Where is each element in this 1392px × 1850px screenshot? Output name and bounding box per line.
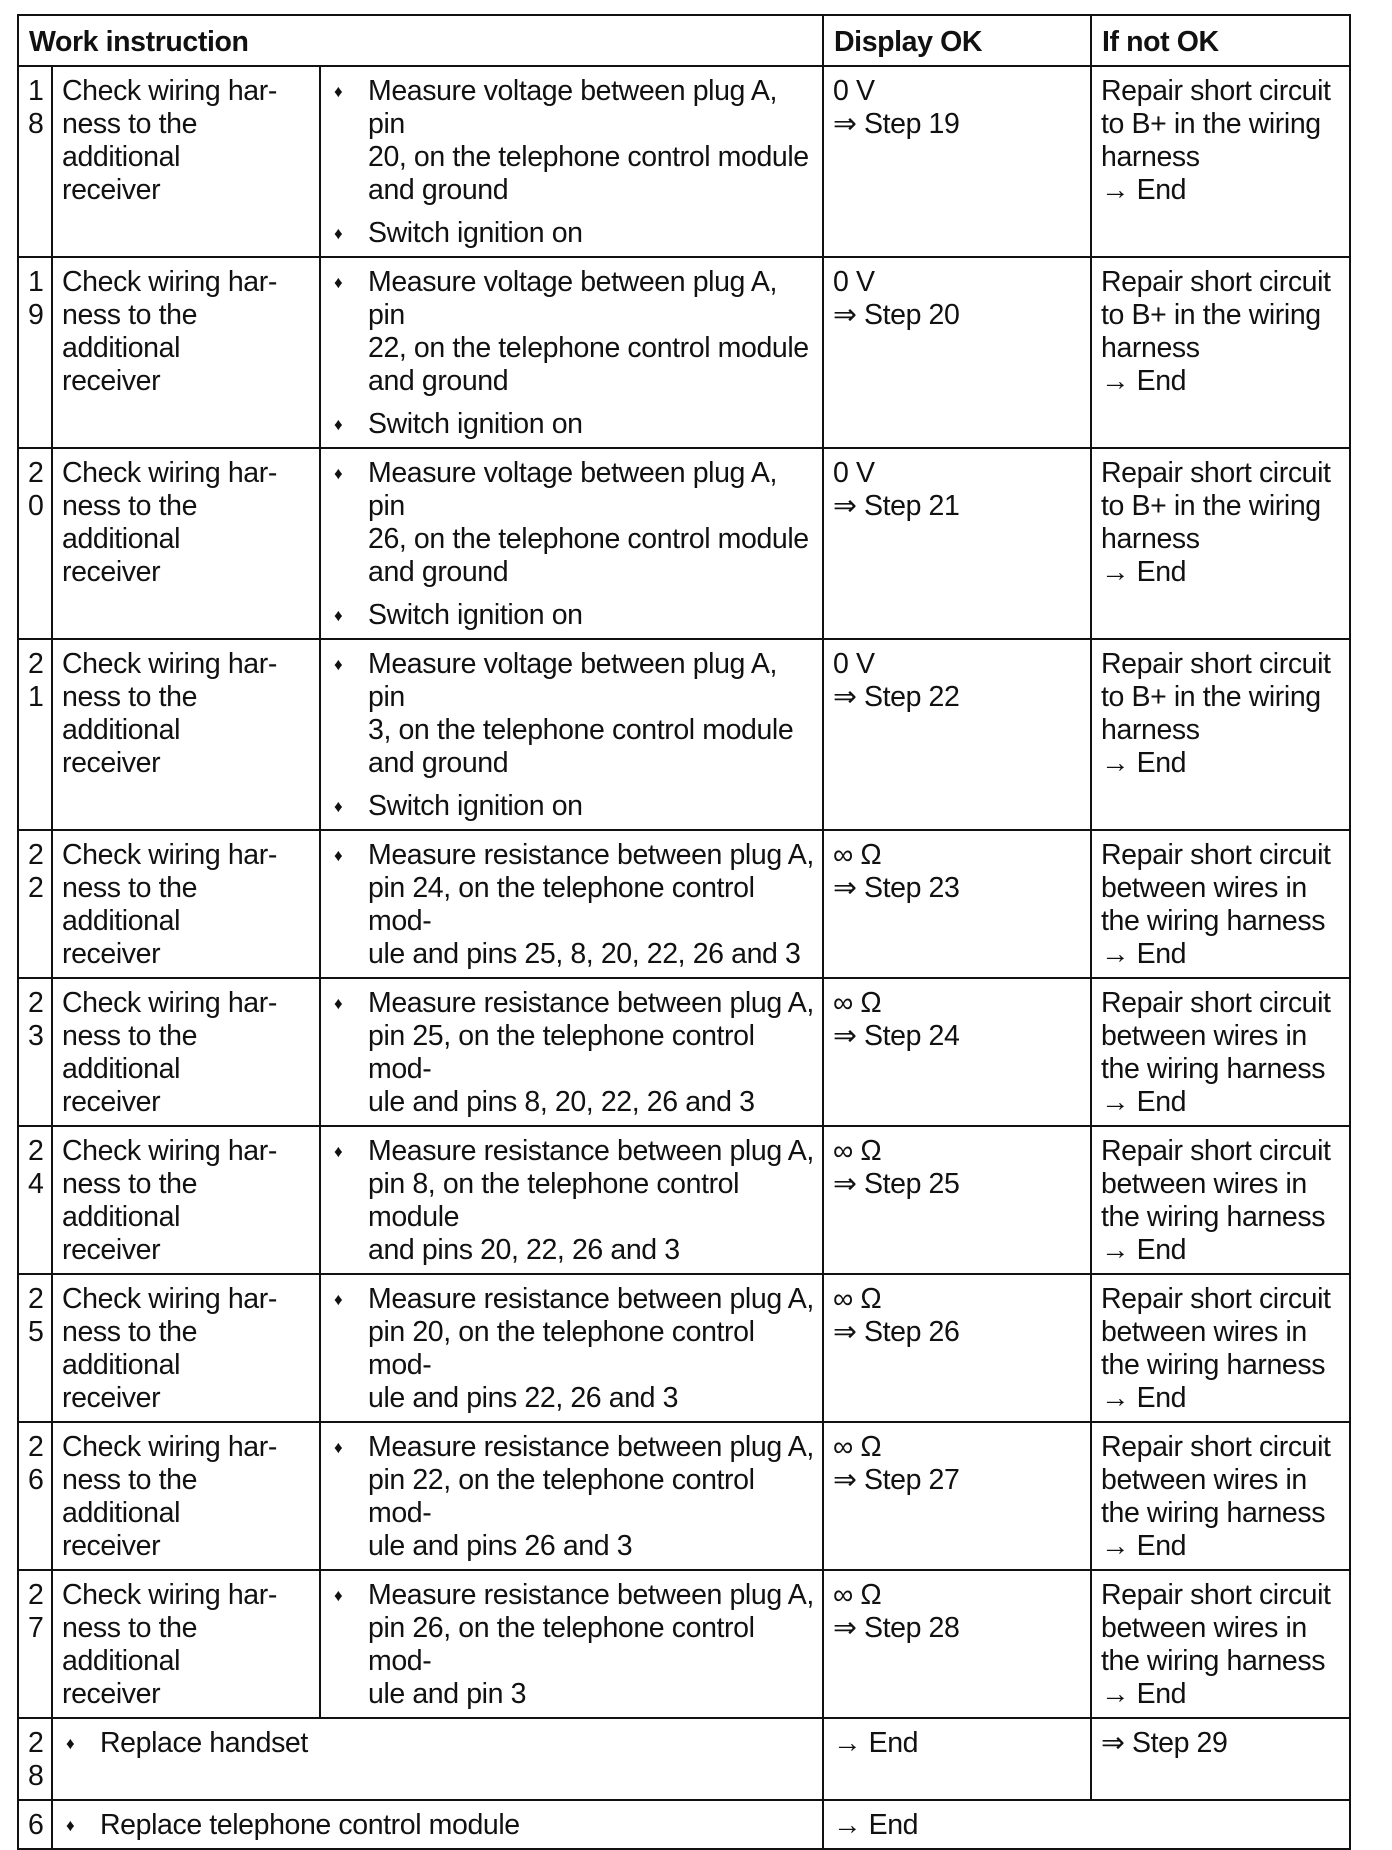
display-ok-line: ⇒ Step 26 xyxy=(833,1316,960,1348)
check-text-line: receiver xyxy=(62,365,161,397)
action-text-line: Switch ignition on xyxy=(368,599,583,631)
display-ok-line: ⇒ Step 23 xyxy=(833,872,960,904)
action-item xyxy=(330,1135,814,1267)
action-cell xyxy=(320,1126,823,1274)
action-text-line: pin 24, on the telephone control mod- xyxy=(368,872,755,937)
step-number-digit: 9 xyxy=(28,299,44,331)
action-text xyxy=(368,648,814,780)
check-text-line: ness to the additional xyxy=(62,681,198,746)
display-ok-cell xyxy=(823,1126,1091,1274)
if-not-ok-line: between wires in xyxy=(1101,872,1307,904)
if-not-ok-line: between wires in xyxy=(1101,1316,1307,1348)
action-cell xyxy=(320,257,823,448)
display-ok-line: 0 V xyxy=(833,75,875,107)
action-text-line: Measure resistance between plug A, xyxy=(368,1579,814,1611)
check-text-line: Check wiring har- xyxy=(62,1283,277,1315)
diamond-bullet-icon: ♦ xyxy=(334,464,343,483)
display-ok-line: ∞ Ω xyxy=(833,1283,882,1315)
if-not-ok-line: the wiring harness xyxy=(1101,1201,1326,1233)
if-not-ok-line: → End xyxy=(1101,747,1187,779)
action-text-line: 3, on the telephone control module xyxy=(368,714,794,746)
step-number xyxy=(18,257,52,448)
action-text xyxy=(368,217,814,250)
if-not-ok-cell xyxy=(1091,1274,1350,1422)
step-number xyxy=(18,66,52,257)
action-text: Replace telephone control module xyxy=(100,1809,520,1841)
if-not-ok-line: the wiring harness xyxy=(1101,905,1326,937)
action-cell xyxy=(320,1422,823,1570)
step-number-digit: 2 xyxy=(28,987,44,1019)
if-not-ok-cell xyxy=(1091,257,1350,448)
action-text-line: Measure resistance between plug A, xyxy=(368,1431,814,1463)
action-cell xyxy=(320,1570,823,1718)
check-cell xyxy=(52,257,320,448)
step-number-digit: 2 xyxy=(28,1135,44,1167)
check-cell xyxy=(52,1126,320,1274)
display-ok-line: ⇒ Step 25 xyxy=(833,1168,960,1200)
steps-body xyxy=(18,66,1350,1718)
action-cell xyxy=(52,1718,823,1800)
display-ok-cell: → End xyxy=(823,1800,1350,1849)
action-cell xyxy=(52,1800,823,1849)
action-text xyxy=(368,599,814,632)
table-row xyxy=(18,1570,1350,1718)
step-number-digit: 6 xyxy=(28,1464,44,1496)
if-not-ok-line: → End xyxy=(1101,1530,1187,1562)
diamond-bullet-icon: ♦ xyxy=(334,655,343,674)
if-not-ok-cell xyxy=(1091,448,1350,639)
if-not-ok-line: Repair short circuit xyxy=(1101,1579,1331,1611)
display-ok-line: ⇒ Step 28 xyxy=(833,1612,960,1644)
if-not-ok-line: between wires in xyxy=(1101,1612,1307,1644)
display-ok-line: ⇒ Step 20 xyxy=(833,299,960,331)
check-text-line: ness to the additional xyxy=(62,1612,198,1677)
table-row xyxy=(18,639,1350,830)
action-text xyxy=(368,408,814,441)
action-item xyxy=(330,75,814,207)
action-text-line: Measure voltage between plug A, pin xyxy=(368,457,778,522)
action-cell xyxy=(320,830,823,978)
action-text-line: Measure voltage between plug A, pin xyxy=(368,648,778,713)
if-not-ok-cell xyxy=(1091,1570,1350,1718)
action-text: Replace handset xyxy=(100,1727,308,1759)
if-not-ok-line: to B+ in the wiring xyxy=(1101,681,1321,713)
check-cell xyxy=(52,830,320,978)
action-text-line: pin 25, on the telephone control mod- xyxy=(368,1020,755,1085)
if-not-ok-line: the wiring harness xyxy=(1101,1497,1326,1529)
display-ok-line: ∞ Ω xyxy=(833,839,882,871)
check-text-line: receiver xyxy=(62,1530,161,1562)
step-number-digit: 4 xyxy=(28,1168,44,1200)
if-not-ok-cell xyxy=(1091,639,1350,830)
step-number xyxy=(18,1274,52,1422)
display-ok-cell xyxy=(823,1422,1091,1570)
action-item xyxy=(62,1809,814,1842)
action-text xyxy=(368,790,814,823)
diamond-bullet-icon: ♦ xyxy=(334,606,343,625)
header-work-instruction: Work instruction xyxy=(18,15,823,66)
check-text-line: ness to the additional xyxy=(62,1168,198,1233)
if-not-ok-line: between wires in xyxy=(1101,1464,1307,1496)
check-text-line: receiver xyxy=(62,1234,161,1266)
action-text-line: Measure resistance between plug A, xyxy=(368,1283,814,1315)
work-instruction-sheet xyxy=(17,14,1351,1850)
display-ok-line: ∞ Ω xyxy=(833,1579,882,1611)
check-text-line: ness to the additional xyxy=(62,299,198,364)
display-ok-line: ∞ Ω xyxy=(833,1135,882,1167)
action-item xyxy=(330,266,814,398)
table-row-step-6 xyxy=(18,1800,1350,1849)
check-text-line: ness to the additional xyxy=(62,108,198,173)
table-row-step-28 xyxy=(18,1718,1350,1800)
if-not-ok-line: harness xyxy=(1101,332,1200,364)
action-text-line: ule and pins 25, 8, 20, 22, 26 and 3 xyxy=(368,938,801,970)
check-text-line: ness to the additional xyxy=(62,1464,198,1529)
step-number xyxy=(18,639,52,830)
table-header-row xyxy=(18,15,1350,66)
if-not-ok-line: → End xyxy=(1101,1382,1187,1414)
step-number-digit: 2 xyxy=(28,872,44,904)
diamond-bullet-icon: ♦ xyxy=(334,994,343,1013)
if-not-ok-line: → End xyxy=(1101,556,1187,588)
check-text-line: Check wiring har- xyxy=(62,1579,277,1611)
display-ok-cell xyxy=(823,1274,1091,1422)
diamond-bullet-icon: ♦ xyxy=(66,1816,75,1835)
check-cell xyxy=(52,66,320,257)
step-number-digit: 2 xyxy=(28,457,44,489)
action-text-line: ule and pins 8, 20, 22, 26 and 3 xyxy=(368,1086,755,1118)
check-cell xyxy=(52,1422,320,1570)
action-text-line: Switch ignition on xyxy=(368,408,583,440)
check-text-line: receiver xyxy=(62,938,161,970)
table-row xyxy=(18,1274,1350,1422)
if-not-ok-line: Repair short circuit xyxy=(1101,75,1331,107)
action-item xyxy=(330,1431,814,1563)
if-not-ok-line: Repair short circuit xyxy=(1101,839,1331,871)
if-not-ok-line: to B+ in the wiring xyxy=(1101,299,1321,331)
diamond-bullet-icon: ♦ xyxy=(334,1142,343,1161)
if-not-ok-line: harness xyxy=(1101,141,1200,173)
display-ok-line: ∞ Ω xyxy=(833,1431,882,1463)
display-ok-line: ⇒ Step 27 xyxy=(833,1464,960,1496)
display-ok-cell xyxy=(823,257,1091,448)
if-not-ok-cell xyxy=(1091,1422,1350,1570)
display-ok-line: ⇒ Step 24 xyxy=(833,1020,960,1052)
tail-body xyxy=(18,1718,1350,1849)
action-item xyxy=(330,839,814,971)
if-not-ok-line: the wiring harness xyxy=(1101,1349,1326,1381)
if-not-ok-line: Repair short circuit xyxy=(1101,987,1331,1019)
check-text-line: Check wiring har- xyxy=(62,1431,277,1463)
step-number-digit: 8 xyxy=(28,108,44,140)
step-number-digit: 7 xyxy=(28,1612,44,1644)
if-not-ok-line: Repair short circuit xyxy=(1101,1431,1331,1463)
action-item xyxy=(330,217,814,250)
check-text-line: receiver xyxy=(62,174,161,206)
step-number-digit: 2 xyxy=(28,1727,44,1759)
if-not-ok-line: Repair short circuit xyxy=(1101,457,1331,489)
action-item xyxy=(330,408,814,441)
action-text-line: Measure resistance between plug A, xyxy=(368,839,814,871)
action-text-line: Measure voltage between plug A, pin xyxy=(368,75,778,140)
if-not-ok-line: → End xyxy=(1101,938,1187,970)
action-text-line: pin 22, on the telephone control mod- xyxy=(368,1464,755,1529)
diamond-bullet-icon: ♦ xyxy=(334,415,343,434)
check-text-line: ness to the additional xyxy=(62,1316,198,1381)
if-not-ok-line: harness xyxy=(1101,523,1200,555)
diamond-bullet-icon: ♦ xyxy=(334,82,343,101)
action-text-line: 26, on the telephone control module xyxy=(368,523,809,555)
action-item xyxy=(330,599,814,632)
action-text xyxy=(368,839,814,971)
action-cell xyxy=(320,448,823,639)
check-text-line: Check wiring har- xyxy=(62,839,277,871)
check-text-line: ness to the additional xyxy=(62,1020,198,1085)
action-cell xyxy=(320,639,823,830)
table-row xyxy=(18,830,1350,978)
if-not-ok-line: the wiring harness xyxy=(1101,1053,1326,1085)
step-number-digit: 0 xyxy=(28,490,44,522)
if-not-ok-cell: ⇒ Step 29 xyxy=(1091,1718,1350,1800)
action-cell xyxy=(320,978,823,1126)
display-ok-cell xyxy=(823,978,1091,1126)
action-text xyxy=(368,1135,814,1267)
check-text-line: ness to the additional xyxy=(62,872,198,937)
table-row xyxy=(18,978,1350,1126)
action-text-line: 20, on the telephone control module xyxy=(368,141,809,173)
action-text-line: ule and pins 26 and 3 xyxy=(368,1530,633,1562)
step-number-digit: 2 xyxy=(28,1579,44,1611)
check-text-line: Check wiring har- xyxy=(62,987,277,1019)
if-not-ok-line: → End xyxy=(1101,174,1187,206)
action-text xyxy=(368,1579,814,1711)
action-text-line: and pins 20, 22, 26 and 3 xyxy=(368,1234,680,1266)
step-number-digit: 1 xyxy=(28,75,44,107)
action-text-line: Measure resistance between plug A, xyxy=(368,987,814,1019)
check-text-line: Check wiring har- xyxy=(62,75,277,107)
work-instruction-table xyxy=(17,14,1351,1850)
if-not-ok-line: between wires in xyxy=(1101,1168,1307,1200)
table-row xyxy=(18,257,1350,448)
step-number xyxy=(18,830,52,978)
table-row xyxy=(18,66,1350,257)
display-ok-cell xyxy=(823,830,1091,978)
diamond-bullet-icon: ♦ xyxy=(66,1734,75,1753)
step-number xyxy=(18,1570,52,1718)
display-ok-line: 0 V xyxy=(833,457,875,489)
step-number-digit: 1 xyxy=(28,266,44,298)
step-number-digit: 8 xyxy=(28,1760,44,1792)
display-ok-line: 0 V xyxy=(833,266,875,298)
header-display-ok: Display OK xyxy=(823,15,1091,66)
action-item xyxy=(330,790,814,823)
action-item xyxy=(330,457,814,589)
check-cell xyxy=(52,448,320,639)
check-text-line: receiver xyxy=(62,556,161,588)
check-cell xyxy=(52,1570,320,1718)
action-text xyxy=(368,987,814,1119)
action-text xyxy=(368,1283,814,1415)
check-text-line: receiver xyxy=(62,1678,161,1710)
action-text-line: and ground xyxy=(368,747,509,779)
action-text-line: pin 26, on the telephone control mod- xyxy=(368,1612,755,1677)
step-number-digit: 6 xyxy=(28,1809,44,1841)
check-cell xyxy=(52,1274,320,1422)
if-not-ok-line: Repair short circuit xyxy=(1101,266,1331,298)
check-text-line: Check wiring har- xyxy=(62,1135,277,1167)
if-not-ok-line: Repair short circuit xyxy=(1101,1135,1331,1167)
step-number-digit: 1 xyxy=(28,681,44,713)
step-number-digit: 3 xyxy=(28,1020,44,1052)
display-ok-line: ∞ Ω xyxy=(833,987,882,1019)
if-not-ok-line: between wires in xyxy=(1101,1020,1307,1052)
display-ok-cell xyxy=(823,1570,1091,1718)
check-text-line: receiver xyxy=(62,747,161,779)
if-not-ok-line: → End xyxy=(1101,1234,1187,1266)
action-text-line: and ground xyxy=(368,365,509,397)
if-not-ok-cell xyxy=(1091,978,1350,1126)
action-text-line: and ground xyxy=(368,556,509,588)
action-text-line: and ground xyxy=(368,174,509,206)
action-text-line: ule and pins 22, 26 and 3 xyxy=(368,1382,679,1414)
step-number xyxy=(18,1422,52,1570)
diamond-bullet-icon: ♦ xyxy=(334,846,343,865)
if-not-ok-line: harness xyxy=(1101,714,1200,746)
diamond-bullet-icon: ♦ xyxy=(334,224,343,243)
if-not-ok-cell xyxy=(1091,830,1350,978)
check-text-line: receiver xyxy=(62,1382,161,1414)
step-number xyxy=(18,978,52,1126)
action-cell xyxy=(320,66,823,257)
table-row xyxy=(18,448,1350,639)
action-text-line: ule and pin 3 xyxy=(368,1678,527,1710)
action-item xyxy=(330,648,814,780)
table-row xyxy=(18,1422,1350,1570)
if-not-ok-line: → End xyxy=(1101,365,1187,397)
action-text-line: Switch ignition on xyxy=(368,217,583,249)
action-item xyxy=(330,1283,814,1415)
check-text-line: ness to the additional xyxy=(62,490,198,555)
step-number-digit: 2 xyxy=(28,1431,44,1463)
table-row xyxy=(18,1126,1350,1274)
action-cell xyxy=(320,1274,823,1422)
diamond-bullet-icon: ♦ xyxy=(334,1290,343,1309)
check-text-line: receiver xyxy=(62,1086,161,1118)
action-text xyxy=(368,457,814,589)
display-ok-cell xyxy=(823,639,1091,830)
if-not-ok-cell xyxy=(1091,66,1350,257)
action-text-line: Switch ignition on xyxy=(368,790,583,822)
check-text-line: Check wiring har- xyxy=(62,648,277,680)
display-ok-cell: → End xyxy=(823,1718,1091,1800)
if-not-ok-line: the wiring harness xyxy=(1101,1645,1326,1677)
display-ok-line: ⇒ Step 22 xyxy=(833,681,960,713)
action-item xyxy=(62,1727,814,1760)
display-ok-line: ⇒ Step 21 xyxy=(833,490,960,522)
if-not-ok-line: Repair short circuit xyxy=(1101,648,1331,680)
display-ok-line: 0 V xyxy=(833,648,875,680)
action-text-line: Measure resistance between plug A, xyxy=(368,1135,814,1167)
step-number xyxy=(18,1126,52,1274)
check-text-line: Check wiring har- xyxy=(62,266,277,298)
action-text xyxy=(368,266,814,398)
display-ok-line: ⇒ Step 19 xyxy=(833,108,960,140)
diamond-bullet-icon: ♦ xyxy=(334,797,343,816)
step-number-digit: 2 xyxy=(28,1283,44,1315)
action-text xyxy=(368,1431,814,1563)
diamond-bullet-icon: ♦ xyxy=(334,273,343,292)
action-text-line: Measure voltage between plug A, pin xyxy=(368,266,778,331)
step-number xyxy=(18,1718,52,1800)
check-cell xyxy=(52,639,320,830)
action-text-line: 22, on the telephone control module xyxy=(368,332,809,364)
if-not-ok-line: → End xyxy=(1101,1086,1187,1118)
step-number xyxy=(18,448,52,639)
diamond-bullet-icon: ♦ xyxy=(334,1438,343,1457)
action-item xyxy=(330,987,814,1119)
if-not-ok-line: Repair short circuit xyxy=(1101,1283,1331,1315)
display-ok-cell xyxy=(823,448,1091,639)
action-text-line: pin 8, on the telephone control module xyxy=(368,1168,740,1233)
step-number-digit: 2 xyxy=(28,839,44,871)
if-not-ok-line: → End xyxy=(1101,1678,1187,1710)
step-number xyxy=(18,1800,52,1849)
diamond-bullet-icon: ♦ xyxy=(334,1586,343,1605)
check-text-line: Check wiring har- xyxy=(62,457,277,489)
action-item xyxy=(330,1579,814,1711)
header-if-not-ok: If not OK xyxy=(1091,15,1350,66)
check-cell xyxy=(52,978,320,1126)
if-not-ok-line: to B+ in the wiring xyxy=(1101,490,1321,522)
if-not-ok-line: to B+ in the wiring xyxy=(1101,108,1321,140)
action-text-line: pin 20, on the telephone control mod- xyxy=(368,1316,755,1381)
step-number-digit: 5 xyxy=(28,1316,44,1348)
if-not-ok-cell xyxy=(1091,1126,1350,1274)
step-number-digit: 2 xyxy=(28,648,44,680)
action-text xyxy=(368,75,814,207)
display-ok-cell xyxy=(823,66,1091,257)
